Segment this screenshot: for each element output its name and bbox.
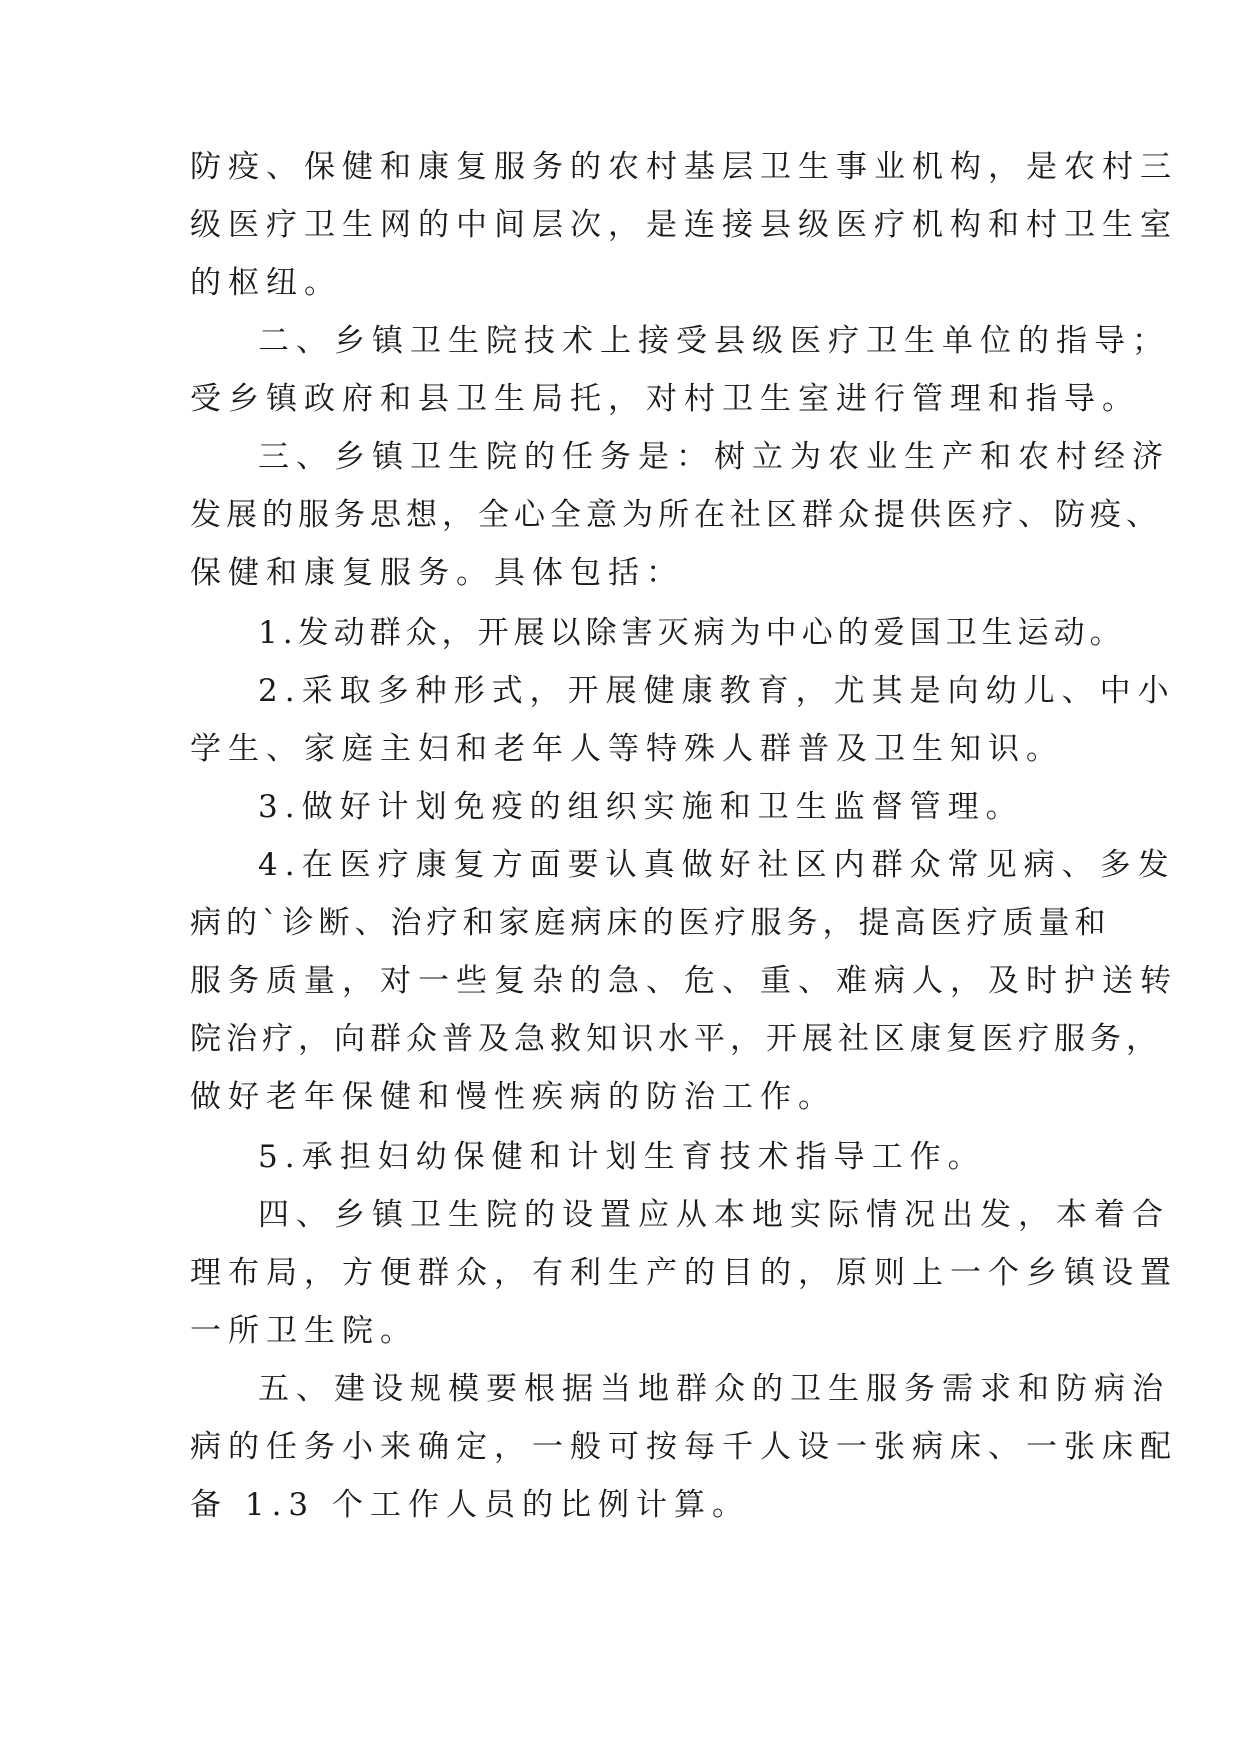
text-line: 4.在医疗康复方面要认真做好社区内群众常见病、多发 (258, 847, 1176, 883)
text-line: 院治疗，向群众普及急救知识水平，开展社区康复医疗服务， (190, 1021, 1162, 1057)
text-line: 病的`诊断、治疗和家庭病床的医疗服务，提高医疗质量和 (190, 905, 1111, 941)
text-line: 三、乡镇卫生院的任务是：树立为农业生产和农村经济 (258, 439, 1170, 475)
text-line: 备 1.3 个工作人员的比例计算。 (190, 1487, 751, 1523)
text-line: 2.采取多种形式，开展健康教育，尤其是向幼儿、中小 (258, 673, 1176, 709)
text-line: 级医疗卫生网的中间层次，是连接县级医疗机构和村卫生室 (190, 207, 1178, 243)
text-line: 一所卫生院。 (190, 1313, 418, 1349)
text-line: 四、乡镇卫生院的设置应从本地实际情况出发，本着合 (258, 1197, 1170, 1233)
text-line: 二、乡镇卫生院技术上接受县级医疗卫生单位的指导； (258, 323, 1170, 359)
text-line: 发展的服务思想，全心全意为所在社区群众提供医疗、防疫、 (190, 497, 1162, 533)
text-line: 1.发动群众，开展以除害灭病为中心的爱国卫生运动。 (258, 615, 1126, 651)
text-line: 学生、家庭主妇和老年人等特殊人群普及卫生知识。 (190, 731, 1064, 767)
text-line: 保健和康复服务。具体包括： (190, 555, 684, 591)
text-line: 理布局，方便群众，有利生产的目的，原则上一个乡镇设置 (190, 1255, 1178, 1291)
text-line: 3.做好计划免疫的组织实施和卫生监督管理。 (258, 789, 1024, 825)
text-line: 服务质量，对一些复杂的急、危、重、难病人，及时护送转 (190, 963, 1178, 999)
text-line: 五、建设规模要根据当地群众的卫生服务需求和防病治 (258, 1371, 1170, 1407)
text-line: 的枢纽。 (190, 265, 342, 301)
text-line: 5.承担妇幼保健和计划生育技术指导工作。 (258, 1139, 986, 1175)
text-line: 做好老年保健和慢性疾病的防治工作。 (190, 1079, 836, 1115)
text-line: 病的任务小来确定，一般可按每千人设一张病床、一张床配 (190, 1429, 1178, 1465)
text-line: 受乡镇政府和县卫生局托，对村卫生室进行管理和指导。 (190, 381, 1140, 417)
text-line: 防疫、保健和康复服务的农村基层卫生事业机构，是农村三 (190, 149, 1178, 185)
